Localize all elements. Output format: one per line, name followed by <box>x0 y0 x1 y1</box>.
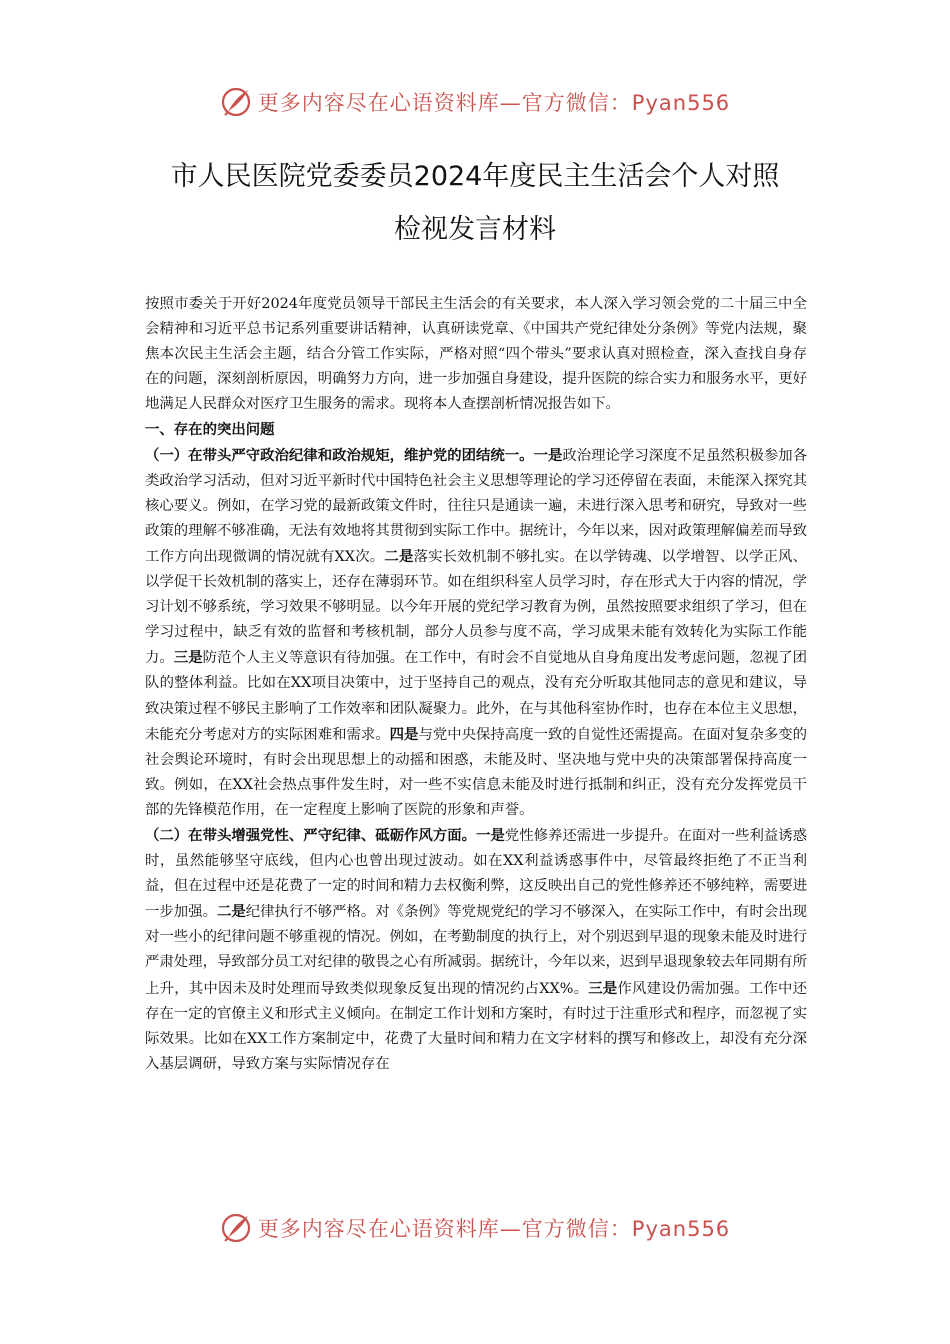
document-title <box>100 150 850 256</box>
point-3-lead: 三是 <box>588 979 618 997</box>
quill-pen-icon <box>220 86 252 118</box>
point-3-lead: 三是 <box>173 649 203 667</box>
point-3-text: 防范个人主义等意识有待加强。在工作中，有时会不自觉地从自身角度出发考虑问题，忽视了团队的整体利益。比如在XX项目决策中，过于坚持自己的观点，没有充分听取其他同志的意见和建议，导致决策过程不够民主影响了工作效率和团队凝聚力。此外，在与其他科室协作时，也存在本位主义思想，未能充分考虑对方的实际困难和需求。 <box>145 650 808 743</box>
point-4-lead: 四是 <box>389 725 419 743</box>
subsection-2-heading: （二）在带头增强党性、严守纪律、砥砺作风方面。 <box>145 826 476 844</box>
quill-pen-icon <box>220 1212 252 1244</box>
point-3-text: 作风建设仍需加强。工作中还存在一定的官僚主义和形式主义倾向。在制定工作计划和方案时，有时过于注重形式和程序，而忽视了实际效果。比如在XX工作方案制定中，花费了大量时间和精力在文字材料的撰写和修改上，却没有充分深入基层调研，导致方案与实际情况存在 <box>145 980 807 1072</box>
point-2-lead: 二是 <box>216 903 246 921</box>
point-1-text: 政治理论学习深度不足虽然积极参加各类政治学习活动，但对习近平新时代中国特色社会主义思想等理论的学习还停留在表面，未能深入探究其核心要义。例如，在学习党的最新政策文件时，往往只是通读一遍，未进行深入思考和研究，导致对一些政策的理解不够准确，无法有效地将其贯彻到实际工作中。据统计，今年以来，因对政策理解偏差而导致工作方向出现微调的情况就有XX次。 <box>145 447 808 565</box>
watermark-banner-top <box>0 82 950 122</box>
point-2-lead: 二是 <box>384 547 414 565</box>
watermark-text: 更多内容尽在心语资料库—官方微信：Pyan556 <box>257 91 731 115</box>
document-body <box>145 292 807 1077</box>
point-4-text: 与党中央保持高度一致的自觉性还需提高。在面对复杂多变的社会舆论环境时，有时会出现思想上的动摇和困惑，未能及时、坚决地与党中央的决策部署保持高度一致。例如，在XX社会热点事件发生时，对一些不实信息未能及时进行抵制和纠正，没有充分发挥党员干部的先锋模范作用，在一定程度上影响了医院的形象和声誉。 <box>145 726 808 818</box>
point-1-text: 党性修养还需进一步提升。在面对一些利益诱惑时，虽然能够坚守底线，但内心也曾出现过波动。如在XX利益诱惑事件中，尽管最终拒绝了不正当利益，但在过程中还是花费了一定的时间和精力去权衡利弊，这反映出自己的党性修养还不够纯粹，需要进一步加强。 <box>145 827 808 921</box>
point-1-lead: 一是 <box>533 446 563 464</box>
point-2-text: 落实长效机制不够扎实。在以学铸魂、以学增智、以学正风、以学促干长效机制的落实上，还存在薄弱环节。如在组织科室人员学习时，存在形式大于内容的情况，学习计划不够系统，学习效果不够明显。以今年开展的党纪学习教育为例，虽然按照要求组织了学习，但在学习过程中，缺乏有效的监督和考核机制，部分人员参与度不高，学习成果未能有效转化为实际工作能力。 <box>145 548 807 667</box>
watermark-banner-bottom <box>0 1208 950 1248</box>
section-heading-1: 一、存在的突出问题 <box>145 421 275 439</box>
title-line-2: 检视发言材料 <box>394 214 556 245</box>
subsection-1-paragraph <box>145 443 807 823</box>
point-1-lead: 一是 <box>476 826 505 844</box>
point-2-text: 纪律执行不够严格。对《条例》等党规党纪的学习不够深入，在实际工作中，有时会出现对一些小的纪律问题不够重视的情况。例如，在考勤制度的执行上，对个别迟到早退的现象未能及时进行严肃处理，导致部分员工对纪律的敬畏之心有所减弱。据统计，今年以来，迟到早退现象较去年同期有所上升，其中因未及时处理而导致类似现象反复出现的情况约占XX%。 <box>145 904 808 997</box>
watermark-text: 更多内容尽在心语资料库—官方微信：Pyan556 <box>257 1217 731 1241</box>
subsection-2-paragraph <box>145 823 807 1077</box>
title-line-1: 市人民医院党委委员2024年度民主生活会个人对照 <box>170 161 780 192</box>
subsection-1-heading: （一）在带头严守政治纪律和政治规矩，维护党的团结统一。 <box>145 446 534 464</box>
intro-paragraph: 按照市委关于开好2024年度党员领导干部民主生活会的有关要求，本人深入学习领会党的二十届三中全会精神和习近平总书记系列重要讲话精神，认真研读党章、《中国共产党纪律处分条例》等党内法规，聚焦本次民主生活会主题，结合分管工作实际，严格对照“四个带头”要求认真对照检查，深入查找自身存在的问题，深刻剖析原因，明确努力方向，进一步加强自身建设，提升医院的综合实力和服务水平，更好地满足人民群众对医疗卫生服务的需求。现将本人查摆剖析情况报告如下。 <box>145 296 807 413</box>
